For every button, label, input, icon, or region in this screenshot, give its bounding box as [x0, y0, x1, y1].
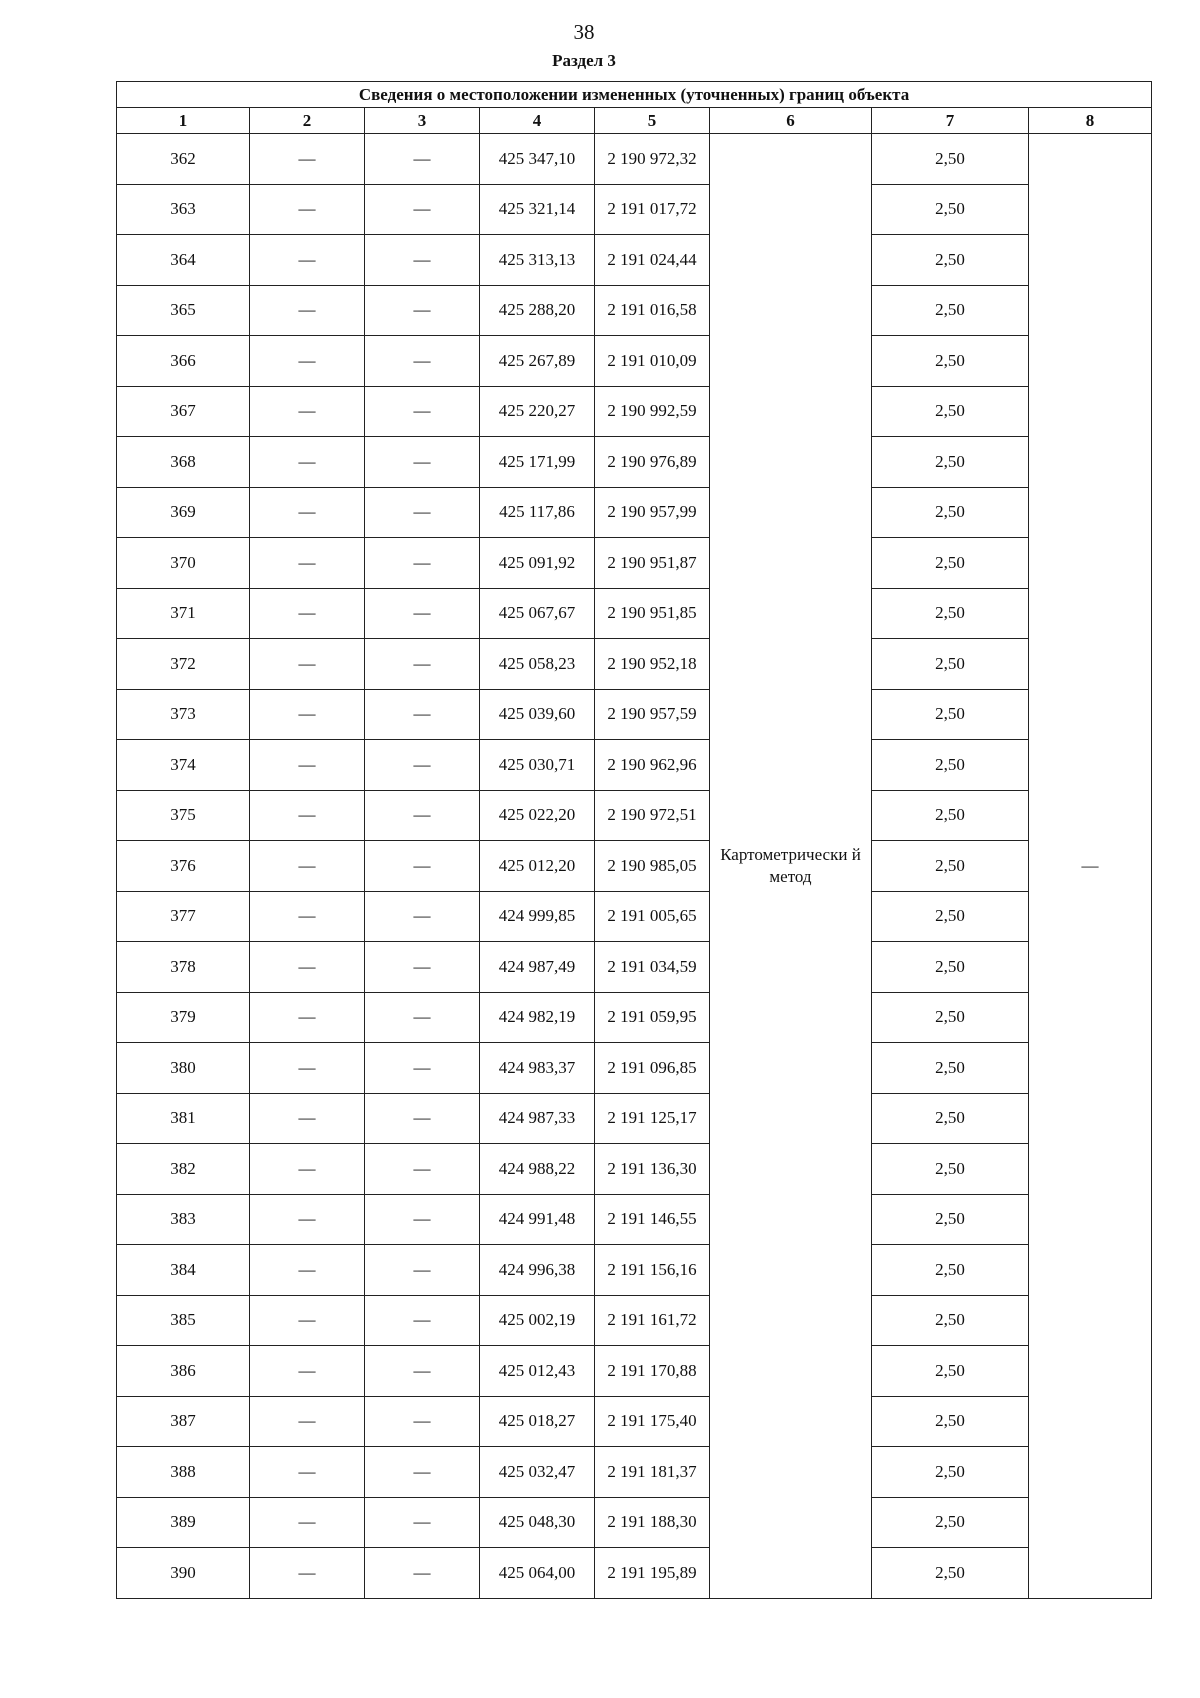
x-coordinate-cell: 425 117,86: [480, 487, 595, 538]
y-coordinate-cell: 2 190 951,85: [595, 588, 710, 639]
y-coordinate-cell: 2 191 017,72: [595, 184, 710, 235]
column-header-1: 1: [117, 108, 250, 134]
x-coordinate-cell: 425 220,27: [480, 386, 595, 437]
point-number-cell: 363: [117, 184, 250, 235]
accuracy-cell: 2,50: [872, 1144, 1029, 1195]
column-3-cell: —: [365, 538, 480, 589]
y-coordinate-cell: 2 191 136,30: [595, 1144, 710, 1195]
column-3-cell: —: [365, 437, 480, 488]
x-coordinate-cell: 425 032,47: [480, 1447, 595, 1498]
column-number-row: [117, 108, 1152, 134]
table-row: [117, 386, 1152, 437]
point-number-cell: 374: [117, 740, 250, 791]
column-2-cell: —: [250, 1497, 365, 1548]
table-row: [117, 1548, 1152, 1599]
point-number-cell: 379: [117, 992, 250, 1043]
point-number-cell: 366: [117, 336, 250, 387]
table-body: [117, 134, 1152, 1599]
column-2-cell: —: [250, 1396, 365, 1447]
y-coordinate-cell: 2 191 156,16: [595, 1245, 710, 1296]
x-coordinate-cell: 425 002,19: [480, 1295, 595, 1346]
accuracy-cell: 2,50: [872, 134, 1029, 185]
accuracy-cell: 2,50: [872, 487, 1029, 538]
point-number-cell: 390: [117, 1548, 250, 1599]
column-3-cell: —: [365, 891, 480, 942]
column-3-cell: —: [365, 184, 480, 235]
column-3-cell: —: [365, 1396, 480, 1447]
column-3-cell: —: [365, 992, 480, 1043]
accuracy-cell: 2,50: [872, 1497, 1029, 1548]
column-2-cell: —: [250, 1043, 365, 1094]
point-number-cell: 387: [117, 1396, 250, 1447]
table-row: [117, 1396, 1152, 1447]
table-row: [117, 1194, 1152, 1245]
y-coordinate-cell: 2 190 962,96: [595, 740, 710, 791]
page-number: 38: [573, 20, 595, 44]
accuracy-cell: 2,50: [872, 1295, 1029, 1346]
x-coordinate-cell: 425 067,67: [480, 588, 595, 639]
accuracy-cell: 2,50: [872, 740, 1029, 791]
column-2-cell: —: [250, 1548, 365, 1599]
column-3-cell: —: [365, 285, 480, 336]
table-row: [117, 1497, 1152, 1548]
column-2-cell: —: [250, 134, 365, 185]
column-2-cell: —: [250, 639, 365, 690]
point-number-cell: 373: [117, 689, 250, 740]
point-number-cell: 370: [117, 538, 250, 589]
x-coordinate-cell: 425 267,89: [480, 336, 595, 387]
x-coordinate-cell: 425 012,20: [480, 841, 595, 892]
column-2-cell: —: [250, 790, 365, 841]
accuracy-cell: 2,50: [872, 285, 1029, 336]
point-number-cell: 369: [117, 487, 250, 538]
column-header-7: 7: [872, 108, 1029, 134]
table-row: [117, 1346, 1152, 1397]
boundary-coordinates-table: [116, 81, 1152, 1599]
column-2-cell: —: [250, 942, 365, 993]
y-coordinate-cell: 2 190 957,59: [595, 689, 710, 740]
column-3-cell: —: [365, 1144, 480, 1195]
column-3-cell: —: [365, 1548, 480, 1599]
accuracy-cell: 2,50: [872, 891, 1029, 942]
y-coordinate-cell: 2 190 972,32: [595, 134, 710, 185]
table-row: [117, 588, 1152, 639]
x-coordinate-cell: 425 058,23: [480, 639, 595, 690]
column-header-8: 8: [1029, 108, 1152, 134]
column-2-cell: —: [250, 891, 365, 942]
point-number-cell: 371: [117, 588, 250, 639]
accuracy-cell: 2,50: [872, 992, 1029, 1043]
table-row: [117, 1093, 1152, 1144]
y-coordinate-cell: 2 190 972,51: [595, 790, 710, 841]
column-2-cell: —: [250, 740, 365, 791]
x-coordinate-cell: 425 321,14: [480, 184, 595, 235]
accuracy-cell: 2,50: [872, 942, 1029, 993]
table-row: [117, 740, 1152, 791]
column-3-cell: —: [365, 740, 480, 791]
column-3-cell: —: [365, 487, 480, 538]
y-coordinate-cell: 2 191 034,59: [595, 942, 710, 993]
y-coordinate-cell: 2 190 952,18: [595, 639, 710, 690]
accuracy-cell: 2,50: [872, 1194, 1029, 1245]
table-row: [117, 184, 1152, 235]
table-row: [117, 1043, 1152, 1094]
column-2-cell: —: [250, 184, 365, 235]
method-cell: Картометрически й метод: [710, 134, 872, 1599]
accuracy-cell: 2,50: [872, 184, 1029, 235]
x-coordinate-cell: 425 039,60: [480, 689, 595, 740]
y-coordinate-cell: 2 191 146,55: [595, 1194, 710, 1245]
column-3-cell: —: [365, 942, 480, 993]
column-2-cell: —: [250, 1447, 365, 1498]
column-2-cell: —: [250, 1295, 365, 1346]
table-row: [117, 1245, 1152, 1296]
column-2-cell: —: [250, 538, 365, 589]
x-coordinate-cell: 425 018,27: [480, 1396, 595, 1447]
x-coordinate-cell: 424 988,22: [480, 1144, 595, 1195]
x-coordinate-cell: 425 030,71: [480, 740, 595, 791]
accuracy-cell: 2,50: [872, 841, 1029, 892]
column-3-cell: —: [365, 1093, 480, 1144]
x-coordinate-cell: 424 987,49: [480, 942, 595, 993]
point-number-cell: 381: [117, 1093, 250, 1144]
y-coordinate-cell: 2 191 161,72: [595, 1295, 710, 1346]
column-3-cell: —: [365, 841, 480, 892]
x-coordinate-cell: 424 996,38: [480, 1245, 595, 1296]
table-row: [117, 942, 1152, 993]
accuracy-cell: 2,50: [872, 1245, 1029, 1296]
table-row: [117, 891, 1152, 942]
column-2-cell: —: [250, 437, 365, 488]
column-3-cell: —: [365, 1447, 480, 1498]
column-header-2: 2: [250, 108, 365, 134]
x-coordinate-cell: 425 022,20: [480, 790, 595, 841]
accuracy-cell: 2,50: [872, 639, 1029, 690]
table-row: [117, 689, 1152, 740]
table-row: [117, 639, 1152, 690]
point-number-cell: 375: [117, 790, 250, 841]
point-number-cell: 368: [117, 437, 250, 488]
point-number-cell: 365: [117, 285, 250, 336]
point-number-cell: 388: [117, 1447, 250, 1498]
point-number-cell: 377: [117, 891, 250, 942]
point-number-cell: 382: [117, 1144, 250, 1195]
column-3-cell: —: [365, 1346, 480, 1397]
column-3-cell: —: [365, 689, 480, 740]
y-coordinate-cell: 2 191 059,95: [595, 992, 710, 1043]
x-coordinate-cell: 425 091,92: [480, 538, 595, 589]
column-8-cell: —: [1029, 134, 1152, 1599]
column-header-4: 4: [480, 108, 595, 134]
table-row: [117, 1295, 1152, 1346]
column-3-cell: —: [365, 134, 480, 185]
x-coordinate-cell: 424 987,33: [480, 1093, 595, 1144]
x-coordinate-cell: 425 347,10: [480, 134, 595, 185]
x-coordinate-cell: 425 171,99: [480, 437, 595, 488]
table-row: [117, 437, 1152, 488]
column-3-cell: —: [365, 1295, 480, 1346]
column-3-cell: —: [365, 1043, 480, 1094]
y-coordinate-cell: 2 191 170,88: [595, 1346, 710, 1397]
accuracy-cell: 2,50: [872, 235, 1029, 286]
accuracy-cell: 2,50: [872, 689, 1029, 740]
column-2-cell: —: [250, 386, 365, 437]
y-coordinate-cell: 2 191 010,09: [595, 336, 710, 387]
column-2-cell: —: [250, 1194, 365, 1245]
table-row: [117, 134, 1152, 185]
column-3-cell: —: [365, 336, 480, 387]
y-coordinate-cell: 2 191 005,65: [595, 891, 710, 942]
column-2-cell: —: [250, 487, 365, 538]
table-row: [117, 538, 1152, 589]
x-coordinate-cell: 425 064,00: [480, 1548, 595, 1599]
column-header-6: 6: [710, 108, 872, 134]
accuracy-cell: 2,50: [872, 1548, 1029, 1599]
x-coordinate-cell: 425 313,13: [480, 235, 595, 286]
x-coordinate-cell: 424 991,48: [480, 1194, 595, 1245]
accuracy-cell: 2,50: [872, 336, 1029, 387]
accuracy-cell: 2,50: [872, 588, 1029, 639]
x-coordinate-cell: 424 999,85: [480, 891, 595, 942]
y-coordinate-cell: 2 191 016,58: [595, 285, 710, 336]
point-number-cell: 378: [117, 942, 250, 993]
column-2-cell: —: [250, 285, 365, 336]
y-coordinate-cell: 2 190 951,87: [595, 538, 710, 589]
column-header-3: 3: [365, 108, 480, 134]
y-coordinate-cell: 2 190 992,59: [595, 386, 710, 437]
accuracy-cell: 2,50: [872, 1346, 1029, 1397]
table-row: [117, 285, 1152, 336]
column-2-cell: —: [250, 588, 365, 639]
table-row: [117, 487, 1152, 538]
point-number-cell: 367: [117, 386, 250, 437]
point-number-cell: 385: [117, 1295, 250, 1346]
column-2-cell: —: [250, 235, 365, 286]
x-coordinate-cell: 425 048,30: [480, 1497, 595, 1548]
table-caption: Сведения о местоположении измененных (уточненных) границ объекта: [117, 82, 1152, 108]
column-2-cell: —: [250, 992, 365, 1043]
y-coordinate-cell: 2 191 188,30: [595, 1497, 710, 1548]
column-2-cell: —: [250, 1245, 365, 1296]
table-row: [117, 841, 1152, 892]
point-number-cell: 389: [117, 1497, 250, 1548]
column-3-cell: —: [365, 1194, 480, 1245]
accuracy-cell: 2,50: [872, 790, 1029, 841]
accuracy-cell: 2,50: [872, 1447, 1029, 1498]
point-number-cell: 386: [117, 1346, 250, 1397]
column-2-cell: —: [250, 689, 365, 740]
y-coordinate-cell: 2 191 181,37: [595, 1447, 710, 1498]
x-coordinate-cell: 424 983,37: [480, 1043, 595, 1094]
accuracy-cell: 2,50: [872, 538, 1029, 589]
point-number-cell: 384: [117, 1245, 250, 1296]
table-row: [117, 992, 1152, 1043]
column-3-cell: —: [365, 790, 480, 841]
point-number-cell: 362: [117, 134, 250, 185]
point-number-cell: 376: [117, 841, 250, 892]
y-coordinate-cell: 2 191 024,44: [595, 235, 710, 286]
column-3-cell: —: [365, 639, 480, 690]
y-coordinate-cell: 2 191 096,85: [595, 1043, 710, 1094]
x-coordinate-cell: 425 012,43: [480, 1346, 595, 1397]
table-row: [117, 790, 1152, 841]
table-row: [117, 235, 1152, 286]
y-coordinate-cell: 2 191 125,17: [595, 1093, 710, 1144]
point-number-cell: 372: [117, 639, 250, 690]
point-number-cell: 383: [117, 1194, 250, 1245]
x-coordinate-cell: 425 288,20: [480, 285, 595, 336]
y-coordinate-cell: 2 191 195,89: [595, 1548, 710, 1599]
point-number-cell: 364: [117, 235, 250, 286]
table-row: [117, 1144, 1152, 1195]
accuracy-cell: 2,50: [872, 437, 1029, 488]
column-3-cell: —: [365, 235, 480, 286]
accuracy-cell: 2,50: [872, 386, 1029, 437]
column-3-cell: —: [365, 1245, 480, 1296]
table-row: [117, 336, 1152, 387]
column-header-5: 5: [595, 108, 710, 134]
column-2-cell: —: [250, 1093, 365, 1144]
column-2-cell: —: [250, 841, 365, 892]
y-coordinate-cell: 2 190 985,05: [595, 841, 710, 892]
column-2-cell: —: [250, 336, 365, 387]
table-row: [117, 1447, 1152, 1498]
column-3-cell: —: [365, 386, 480, 437]
x-coordinate-cell: 424 982,19: [480, 992, 595, 1043]
column-2-cell: —: [250, 1144, 365, 1195]
point-number-cell: 380: [117, 1043, 250, 1094]
y-coordinate-cell: 2 191 175,40: [595, 1396, 710, 1447]
y-coordinate-cell: 2 190 957,99: [595, 487, 710, 538]
accuracy-cell: 2,50: [872, 1093, 1029, 1144]
column-2-cell: —: [250, 1346, 365, 1397]
accuracy-cell: 2,50: [872, 1043, 1029, 1094]
column-3-cell: —: [365, 1497, 480, 1548]
y-coordinate-cell: 2 190 976,89: [595, 437, 710, 488]
section-title: Раздел 3: [552, 51, 616, 70]
column-3-cell: —: [365, 588, 480, 639]
accuracy-cell: 2,50: [872, 1396, 1029, 1447]
table-caption-row: [117, 82, 1152, 108]
